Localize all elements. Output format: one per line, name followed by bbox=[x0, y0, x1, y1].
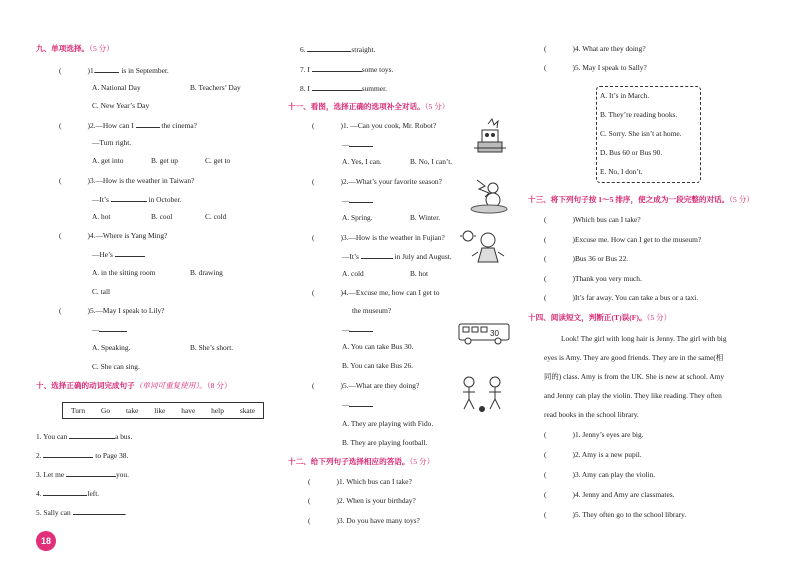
option-c: C. Sorry. She isn’t at home. bbox=[600, 129, 682, 138]
passage-line: and Jenny can play the violin. They like reading. They often bbox=[544, 391, 722, 400]
q14-4: ( )4. Jenny and Amy are classmates. bbox=[544, 490, 675, 499]
q13-5: ( )It’s far away. You can take a bus or a taxi. bbox=[544, 293, 699, 302]
q9-2: ( )2.—How can I the cinema? bbox=[59, 121, 197, 130]
option-e: E. No, I don’t. bbox=[600, 167, 643, 176]
q12-4: ( )4. What are they doing? bbox=[544, 44, 646, 53]
q9-3-a: A. hot bbox=[92, 212, 111, 221]
q14-2: ( )2. Amy is a new pupil. bbox=[544, 450, 642, 459]
q9-2-c: C. get to bbox=[205, 156, 231, 165]
option-b: B. They’re reading books. bbox=[600, 110, 678, 119]
q13-4: ( )Thank you very much. bbox=[544, 274, 642, 283]
robot-cooking-illustration bbox=[470, 118, 510, 156]
passage-line: 同的) class. Amy is from the UK. She is new at school. Amy bbox=[544, 372, 725, 381]
q13-3: ( )Bus 36 or Bus 22. bbox=[544, 254, 629, 263]
word-bank-item: have bbox=[181, 406, 196, 415]
q14-1: ( )1. Jenny’s eyes are big. bbox=[544, 430, 644, 439]
q10-7: 7. I some toys. bbox=[300, 65, 394, 74]
q9-4-c: C. tall bbox=[92, 287, 111, 296]
q9-3: ( )3.—How is the weather in Taiwan? bbox=[59, 176, 195, 185]
q12-1: ( )1. Which bus can I take? bbox=[308, 477, 412, 486]
word-bank-item: Turn bbox=[70, 406, 86, 415]
bus-number: 30 bbox=[490, 329, 499, 338]
q9-3-c: C. cold bbox=[205, 212, 227, 221]
q14-3: ( )3. Amy can play the violin. bbox=[544, 470, 656, 479]
q10-5: 5. Sally can . bbox=[36, 508, 127, 517]
q11-2-a: A. Spring. bbox=[342, 213, 373, 222]
q12-3: ( )3. Do you have many toys? bbox=[308, 516, 420, 525]
q9-3-line2: —It’s in October. bbox=[92, 195, 182, 204]
q11-3-a: A. cold bbox=[342, 269, 364, 278]
option-d: D. Bus 60 or Bus 90. bbox=[600, 148, 663, 157]
q11-1-b: B. No, I can’t. bbox=[410, 157, 453, 166]
q11-4-stem2: the museum? bbox=[352, 306, 392, 315]
passage-line: Look! The girl with long hair is Jenny. The girl with big bbox=[561, 334, 727, 343]
q10-6: 6. straight. bbox=[300, 45, 376, 54]
q11-1: ( )1. —Can you cook, Mr. Robot? bbox=[312, 121, 437, 130]
q13-1: ( )Which bus can I take? bbox=[544, 215, 641, 224]
q9-4: ( )4.—Where is Yang Ming? bbox=[59, 231, 168, 240]
bus-illustration bbox=[458, 322, 510, 346]
q9-2-a: A. get into bbox=[92, 156, 124, 165]
q9-5-a: A. Speaking. bbox=[92, 343, 131, 352]
q11-1-line2: — bbox=[342, 139, 373, 150]
q10-1: 1. You can a bus. bbox=[36, 432, 133, 441]
q9-1-a: A. National Day bbox=[92, 83, 141, 92]
page-number: 18 bbox=[36, 531, 56, 551]
section-12-title: 十二、给下列句子选择相应的答语。（5 分） bbox=[288, 457, 435, 466]
q11-1-a: A. Yes, I can. bbox=[342, 157, 382, 166]
q10-3: 3. Let me you. bbox=[36, 470, 129, 479]
word-bank-item: help bbox=[211, 406, 224, 415]
q9-4-b: B. drawing bbox=[190, 268, 223, 277]
q9-2-line2: —Turn right. bbox=[92, 138, 132, 147]
section-14-title: 十四、阅读短文，判断正(T)误(F)。（5 分） bbox=[528, 313, 672, 322]
q9-5: ( )5.—May I speak to Lily? bbox=[59, 306, 165, 315]
q11-3-line2: —It’s in July and August. bbox=[342, 252, 452, 261]
section-10-title: 十、选择正确的动词完成句子（单词可重复使用）。（8 分） bbox=[36, 381, 232, 390]
word-bank-item: take bbox=[126, 406, 139, 415]
section-11-title: 十一、看图，选择正确的选项补全对话。（5 分） bbox=[288, 102, 450, 111]
word-bank-item: like bbox=[154, 406, 166, 415]
q11-4-a: A. You can take Bus 30. bbox=[342, 342, 414, 351]
q11-5-a: A. They are playing with Fido. bbox=[342, 419, 434, 428]
q10-2: 2. to Page 38. bbox=[36, 451, 129, 460]
section-9-title: 九、单项选择。（5 分） bbox=[36, 44, 114, 53]
word-bank-item: Go bbox=[101, 406, 111, 415]
q11-5: ( )5.—What are they doing? bbox=[312, 381, 420, 390]
q9-1-b: B. Teachers’ Day bbox=[190, 83, 241, 92]
q11-4: ( )4.—Excuse me, how can I get to bbox=[312, 288, 440, 297]
q9-1: ( )1. is in September. bbox=[59, 66, 169, 75]
q9-1-c: C. New Year’s Day bbox=[92, 101, 150, 110]
section-13-title: 十三、将下列句子按 1～5 排序，使之成为一段完整的对话。（5 分） bbox=[528, 195, 754, 204]
word-bank-item: skate bbox=[239, 406, 256, 415]
word-bank bbox=[62, 402, 264, 419]
q9-5-line2: — bbox=[92, 324, 127, 335]
q9-2-b: B. get up bbox=[151, 156, 178, 165]
q9-3-b: B. cool bbox=[151, 212, 173, 221]
q14-5: ( )5. They often go to the school library. bbox=[544, 510, 687, 519]
q9-4-a: A. in the sitting room bbox=[92, 268, 156, 277]
passage-line: read books in the school library. bbox=[544, 410, 639, 419]
kids-football-illustration bbox=[455, 375, 513, 415]
q11-5-line2: — bbox=[342, 399, 373, 410]
passage-line: eyes is Amy. They are good friends. They are in the same(相 bbox=[544, 353, 724, 362]
girl-sunny-illustration bbox=[460, 228, 506, 268]
q13-2: ( )Excuse me. How can I get to the museum? bbox=[544, 235, 702, 244]
option-a: A. It’s in March. bbox=[600, 91, 650, 100]
q10-4: 4. left. bbox=[36, 489, 100, 498]
q10-8: 8. I summer. bbox=[300, 84, 387, 93]
q12-2: ( )2. When is your birthday? bbox=[308, 496, 416, 505]
q11-4-b: B. You can take Bus 26. bbox=[342, 361, 414, 370]
q11-2: ( )2.—What’s your favorite season? bbox=[312, 177, 442, 186]
q11-5-b: B. They are playing football. bbox=[342, 438, 428, 447]
q11-3: ( )3.—How is the weather in Fujian? bbox=[312, 233, 445, 242]
q9-5-c: C. She can sing. bbox=[92, 362, 140, 371]
q11-2-b: B. Winter. bbox=[410, 213, 441, 222]
q9-4-line2: —He’s bbox=[92, 249, 145, 260]
q12-5: ( )5. May I speak to Sally? bbox=[544, 63, 647, 72]
q11-4-line2: — bbox=[342, 324, 373, 335]
q11-3-b: B. hot bbox=[410, 269, 429, 278]
q9-5-b: B. She’s short. bbox=[190, 343, 234, 352]
snowman-winter-illustration bbox=[467, 174, 509, 214]
q11-2-line2: — bbox=[342, 195, 373, 206]
